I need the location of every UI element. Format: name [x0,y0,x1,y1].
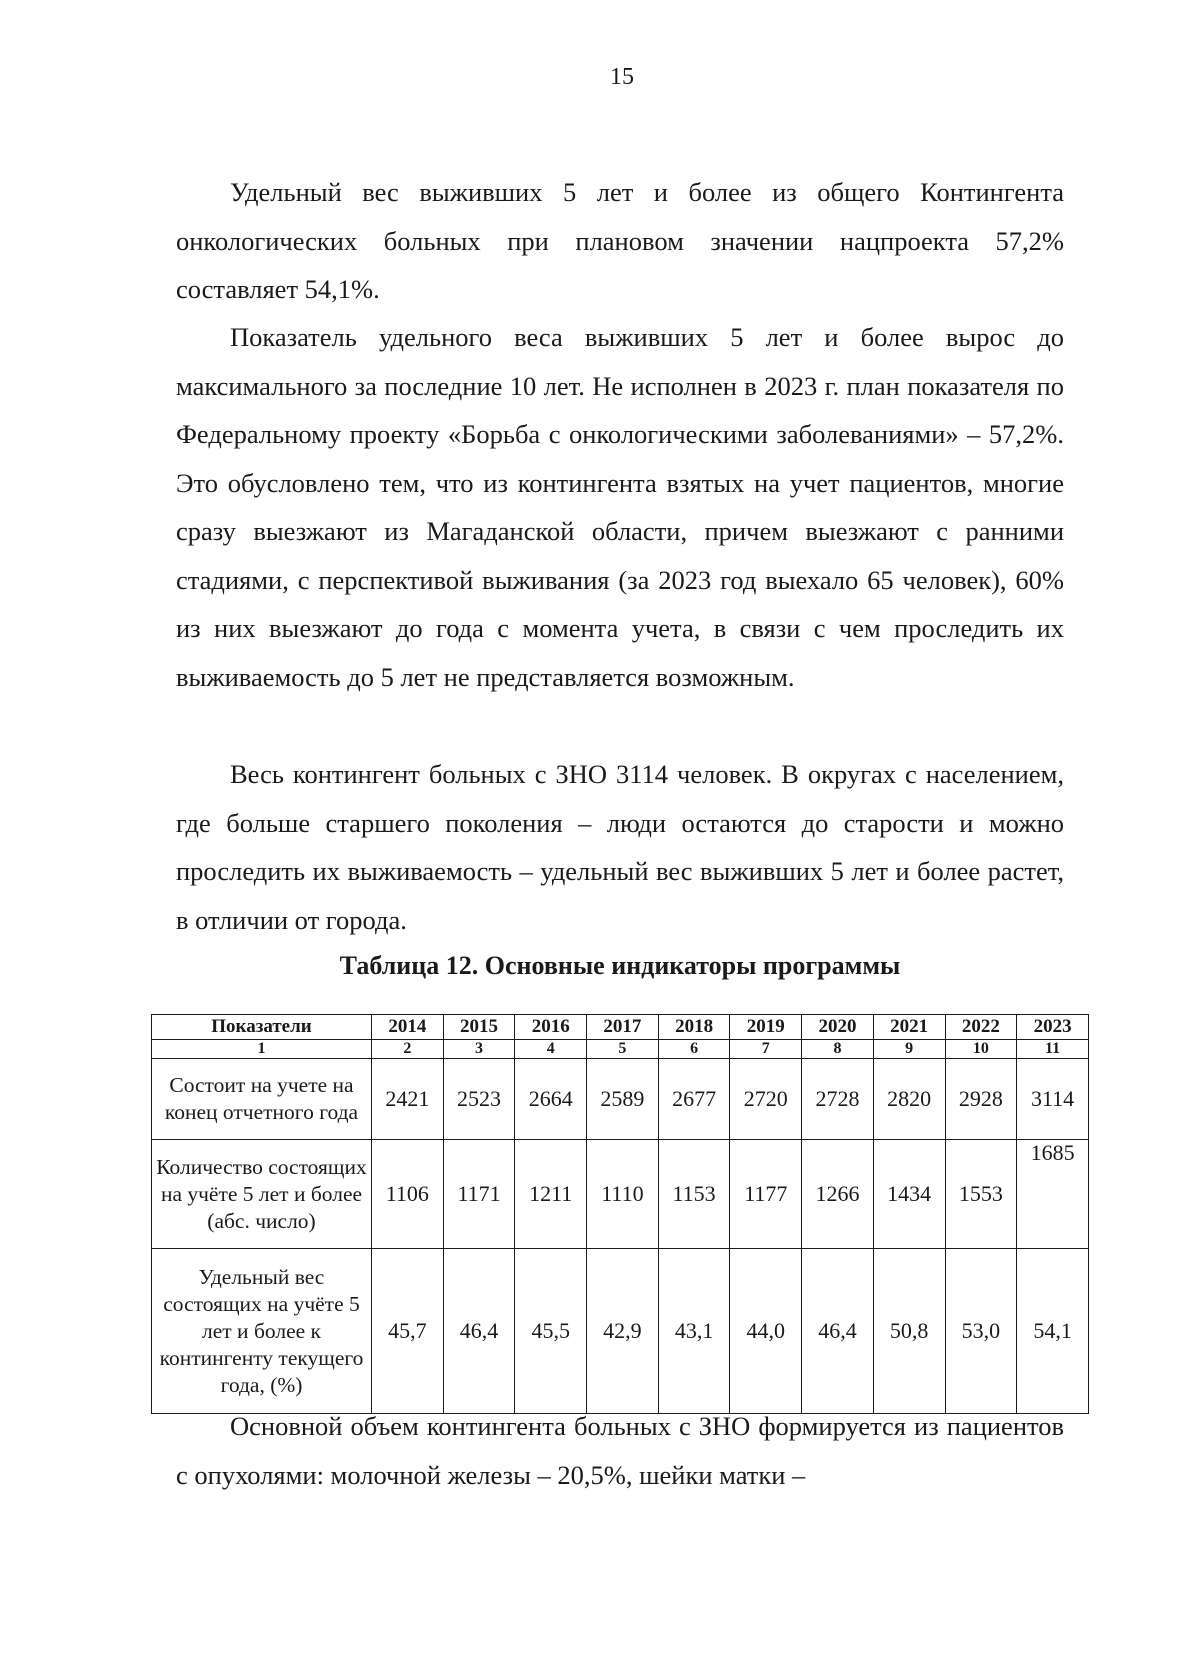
column-number-cell: 7 [730,1040,802,1059]
table-row [152,1140,1089,1249]
table-row [152,1249,1089,1414]
column-number-cell: 9 [873,1040,945,1059]
column-number-cell: 10 [945,1040,1017,1059]
column-number-cell: 8 [802,1040,874,1059]
table-cell: 2664 [515,1059,587,1140]
column-number-cell: 2 [372,1040,444,1059]
table-cell: 42,9 [587,1249,659,1414]
table-cell: 1177 [730,1140,802,1249]
table-header-row [152,1015,1089,1040]
column-number-cell: 3 [443,1040,515,1059]
table-cell: 1266 [802,1140,874,1249]
header-cell: 2019 [730,1015,802,1040]
table-cell: 2728 [802,1059,874,1140]
header-cell: 2021 [873,1015,945,1040]
table-cell: 54,1 [1017,1249,1089,1414]
table-row [152,1059,1089,1140]
table-cell: 2677 [658,1059,730,1140]
table-cell: 2820 [873,1059,945,1140]
column-number-cell: 6 [658,1040,730,1059]
table-cell: 2928 [945,1059,1017,1140]
table-cell: 1211 [515,1140,587,1249]
header-cell: 2017 [587,1015,659,1040]
table-cell: 1434 [873,1140,945,1249]
table-cell: 50,8 [873,1249,945,1414]
table-caption: Таблица 12. Основные индикаторы программы [339,951,901,980]
table-cell: 2421 [372,1059,444,1140]
table-cell: 1106 [372,1140,444,1249]
table-cell: 1110 [587,1140,659,1249]
column-number-cell: 11 [1017,1040,1089,1059]
page-number: 15 [610,64,634,90]
header-cell: Показатели [152,1015,372,1040]
column-number-row [152,1040,1089,1059]
table-cell: 45,5 [515,1249,587,1414]
header-cell: 2016 [515,1015,587,1040]
header-cell: 2018 [658,1015,730,1040]
header-cell: 2023 [1017,1015,1089,1040]
paragraph-contingent: Весь контингент больных с ЗНО 3114 человек. В округах с населением, где больше старшего поколения – люди остаются до старости и можно проследить их выживаемость – удельный вес выживших 5 лет и более растет, в отличии от города. [176,759,1064,935]
table-cell: 46,4 [443,1249,515,1414]
table-cell: 2589 [587,1059,659,1140]
paragraph-tumor-structure: Основной объем контингента больных с ЗНО формируется из пациентов с опухолями: молочной железы – 20,5%, шейки матки – [176,1411,1064,1490]
table-cell: 46,4 [802,1249,874,1414]
row-label: Количество состоящих на учёте 5 лет и более (абс. число) [152,1140,372,1249]
table-cell: 44,0 [730,1249,802,1414]
paragraph-survival-share: Удельный вес выживших 5 лет и более из общего Контингента онкологических больных при плановом значении нацпроекта 57,2% составляет 54,1%. [176,177,1064,304]
row-label: Удельный вес состоящих на учёте 5 лет и более к контингенту текущего года, (%) [152,1249,372,1414]
table-cell: 1685 [1017,1140,1089,1249]
table-cell: 2523 [443,1059,515,1140]
header-cell: 2020 [802,1015,874,1040]
table-cell: 45,7 [372,1249,444,1414]
column-number-cell: 5 [587,1040,659,1059]
column-number-cell: 1 [152,1040,372,1059]
table-cell: 1153 [658,1140,730,1249]
header-cell: 2014 [372,1015,444,1040]
table-cell: 1171 [443,1140,515,1249]
table-cell: 1553 [945,1140,1017,1249]
header-cell: 2022 [945,1015,1017,1040]
table-cell: 3114 [1017,1059,1089,1140]
table-cell: 2720 [730,1059,802,1140]
row-label: Состоит на учете на конец отчетного года [152,1059,372,1140]
indicators-table [151,1014,1089,1414]
header-cell: 2015 [443,1015,515,1040]
table-cell: 53,0 [945,1249,1017,1414]
table-cell: 43,1 [658,1249,730,1414]
column-number-cell: 4 [515,1040,587,1059]
paragraph-indicator-growth: Показатель удельного веса выживших 5 лет и более вырос до максимального за последние 10 лет. Не исполнен в 2023 г. план показателя по Федеральному проекту «Борьба с онкологическими заболеваниями» – 57,2%. Это обусловлено тем, что из контингента взятых на учет пациентов, многие сразу выезжают из Магаданской области, причем выезжают с ранними стадиями, с перспективой выживания (за 2023 год выехало 65 человек), 60% из них выезжают до года с момента учета, в связи с чем проследить их выживаемость до 5 лет не представляется возможным. [176,322,1064,692]
